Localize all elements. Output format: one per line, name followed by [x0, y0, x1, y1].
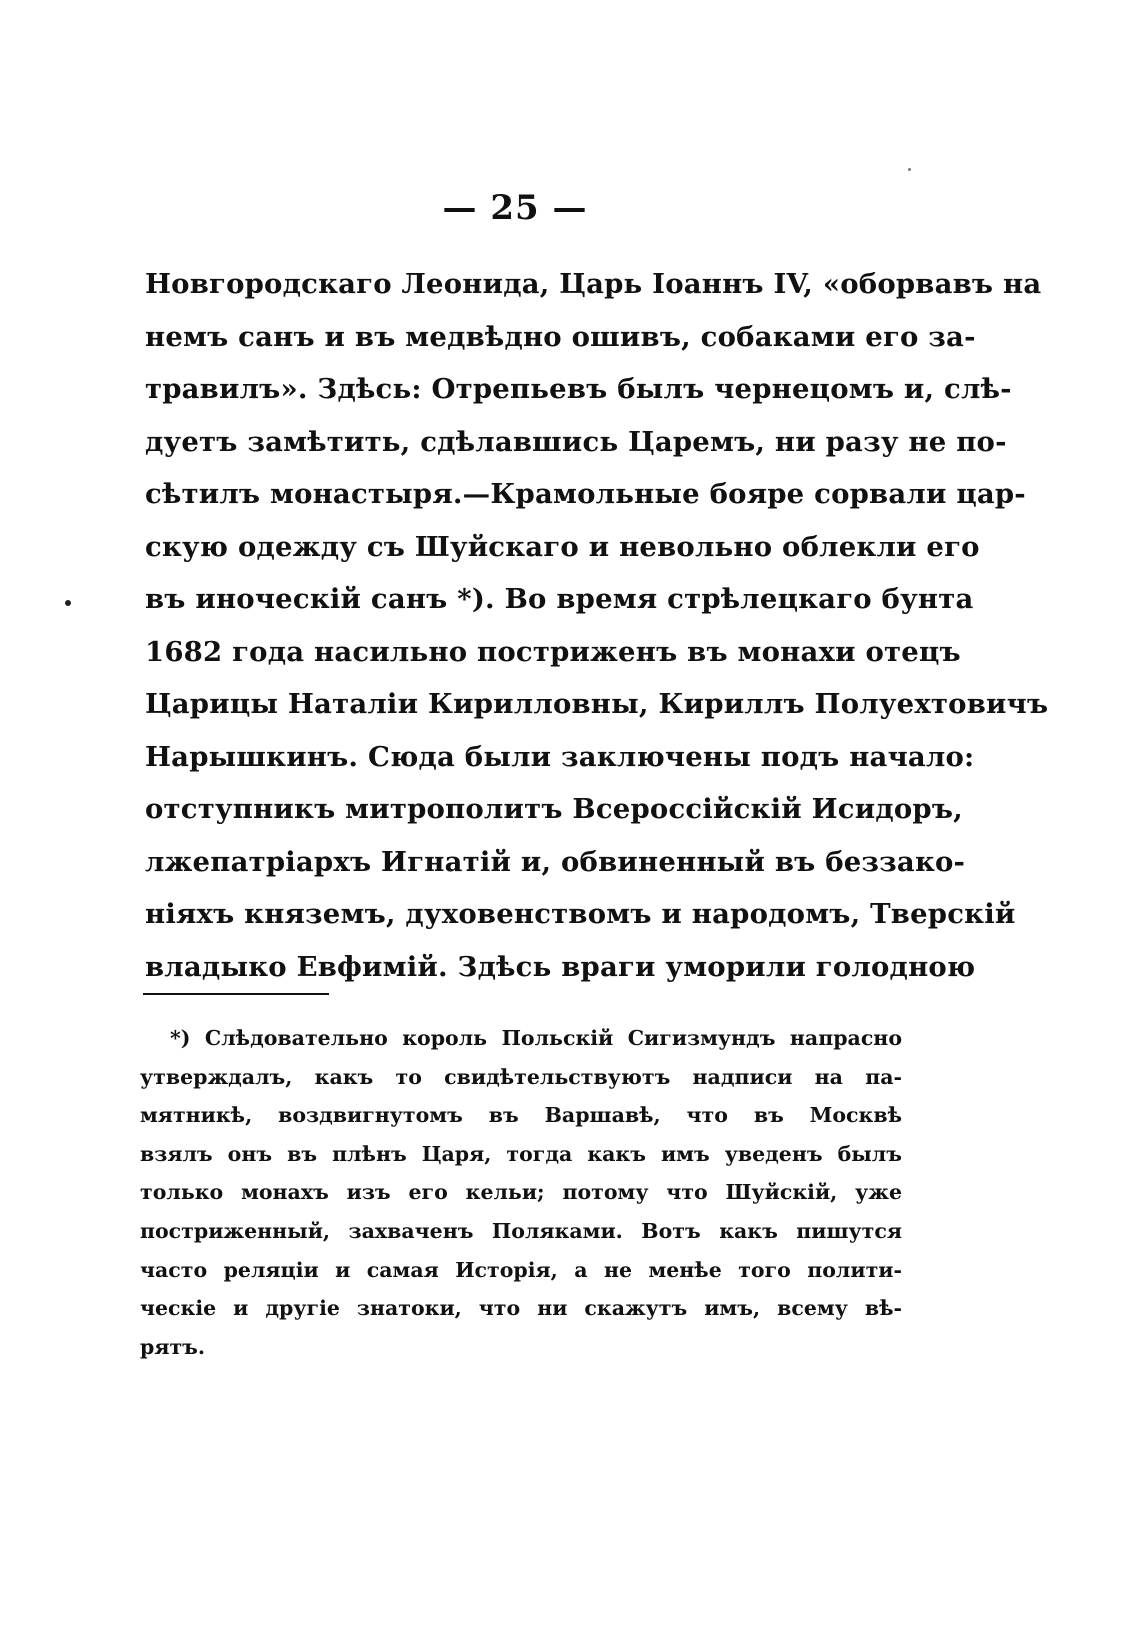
- page-number: — 25 —: [442, 188, 588, 228]
- footnote-line: ческіе и другіе знатоки, что ни скажутъ имъ, всему вѣ-: [140, 1296, 902, 1321]
- footnote-line: рятъ.: [140, 1334, 206, 1359]
- text-line: скую одежду съ Шуйскаго и невольно облекли его: [145, 530, 980, 563]
- text-line: сѣтилъ монастыря.—Крамольные бояре сорвали цар-: [145, 478, 1026, 510]
- text-line: Нарышкинъ. Сюда были заключены подъ начало:: [145, 740, 975, 773]
- footnote-line: часто реляціи и самая Исторія, а не менѣе того полити-: [140, 1257, 902, 1282]
- main-text-block: [145, 258, 1049, 993]
- text-line: отступникъ митрополитъ Всероссійскій Исидоръ,: [145, 793, 963, 825]
- text-line: ніяхъ княземъ, духовенствомъ и народомъ, Тверскій: [145, 898, 1016, 930]
- text-line: въ иноческій санъ *). Во время стрѣлецкаго бунта: [145, 583, 974, 615]
- text-line: лжепатріархъ Игнатій и, обвиненный въ беззако-: [145, 845, 966, 878]
- footnote-line: *) Слѣдовательно король Польскій Сигизмундъ напрасно: [170, 1026, 902, 1050]
- footnote-line: взялъ онъ въ плѣнъ Царя, тогда какъ имъ уведенъ былъ: [140, 1141, 902, 1166]
- footnote-line: мятникѣ, воздвигнутомъ въ Варшавѣ, что въ Москвѣ: [140, 1103, 902, 1128]
- text-line: дуетъ замѣтить, сдѣлавшись Царемъ, ни разу не по-: [145, 425, 1007, 458]
- footnote-line: постриженный, захваченъ Поляками. Вотъ какъ пишутся: [140, 1218, 902, 1243]
- text-line: немъ санъ и въ медвѣдно ошивъ, собаками его за-: [145, 320, 976, 353]
- footnote-separator: [143, 993, 329, 995]
- footnote-line: утверждалъ, какъ то свидѣтельствуютъ надписи на па-: [140, 1064, 902, 1089]
- footnote-block: [140, 1019, 902, 1366]
- margin-dot: [65, 600, 71, 606]
- speck-mark: [908, 168, 911, 171]
- text-line: владыко Евфимій. Здѣсь враги уморили голодною: [145, 950, 976, 983]
- text-line: травилъ». Здѣсь: Отрепьевъ былъ чернецомъ и, слѣ-: [145, 373, 1012, 405]
- text-line: Царицы Наталіи Кирилловны, Кириллъ Полуехтовичъ: [145, 688, 1049, 720]
- text-line: Новгородскаго Леонида, Царь Іоаннъ IV, «оборвавъ на: [145, 268, 1042, 300]
- text-line: 1682 года насильно постриженъ въ монахи отецъ: [145, 635, 961, 668]
- footnote-line: только монахъ изъ его кельи; потому что Шуйскій, уже: [140, 1180, 902, 1205]
